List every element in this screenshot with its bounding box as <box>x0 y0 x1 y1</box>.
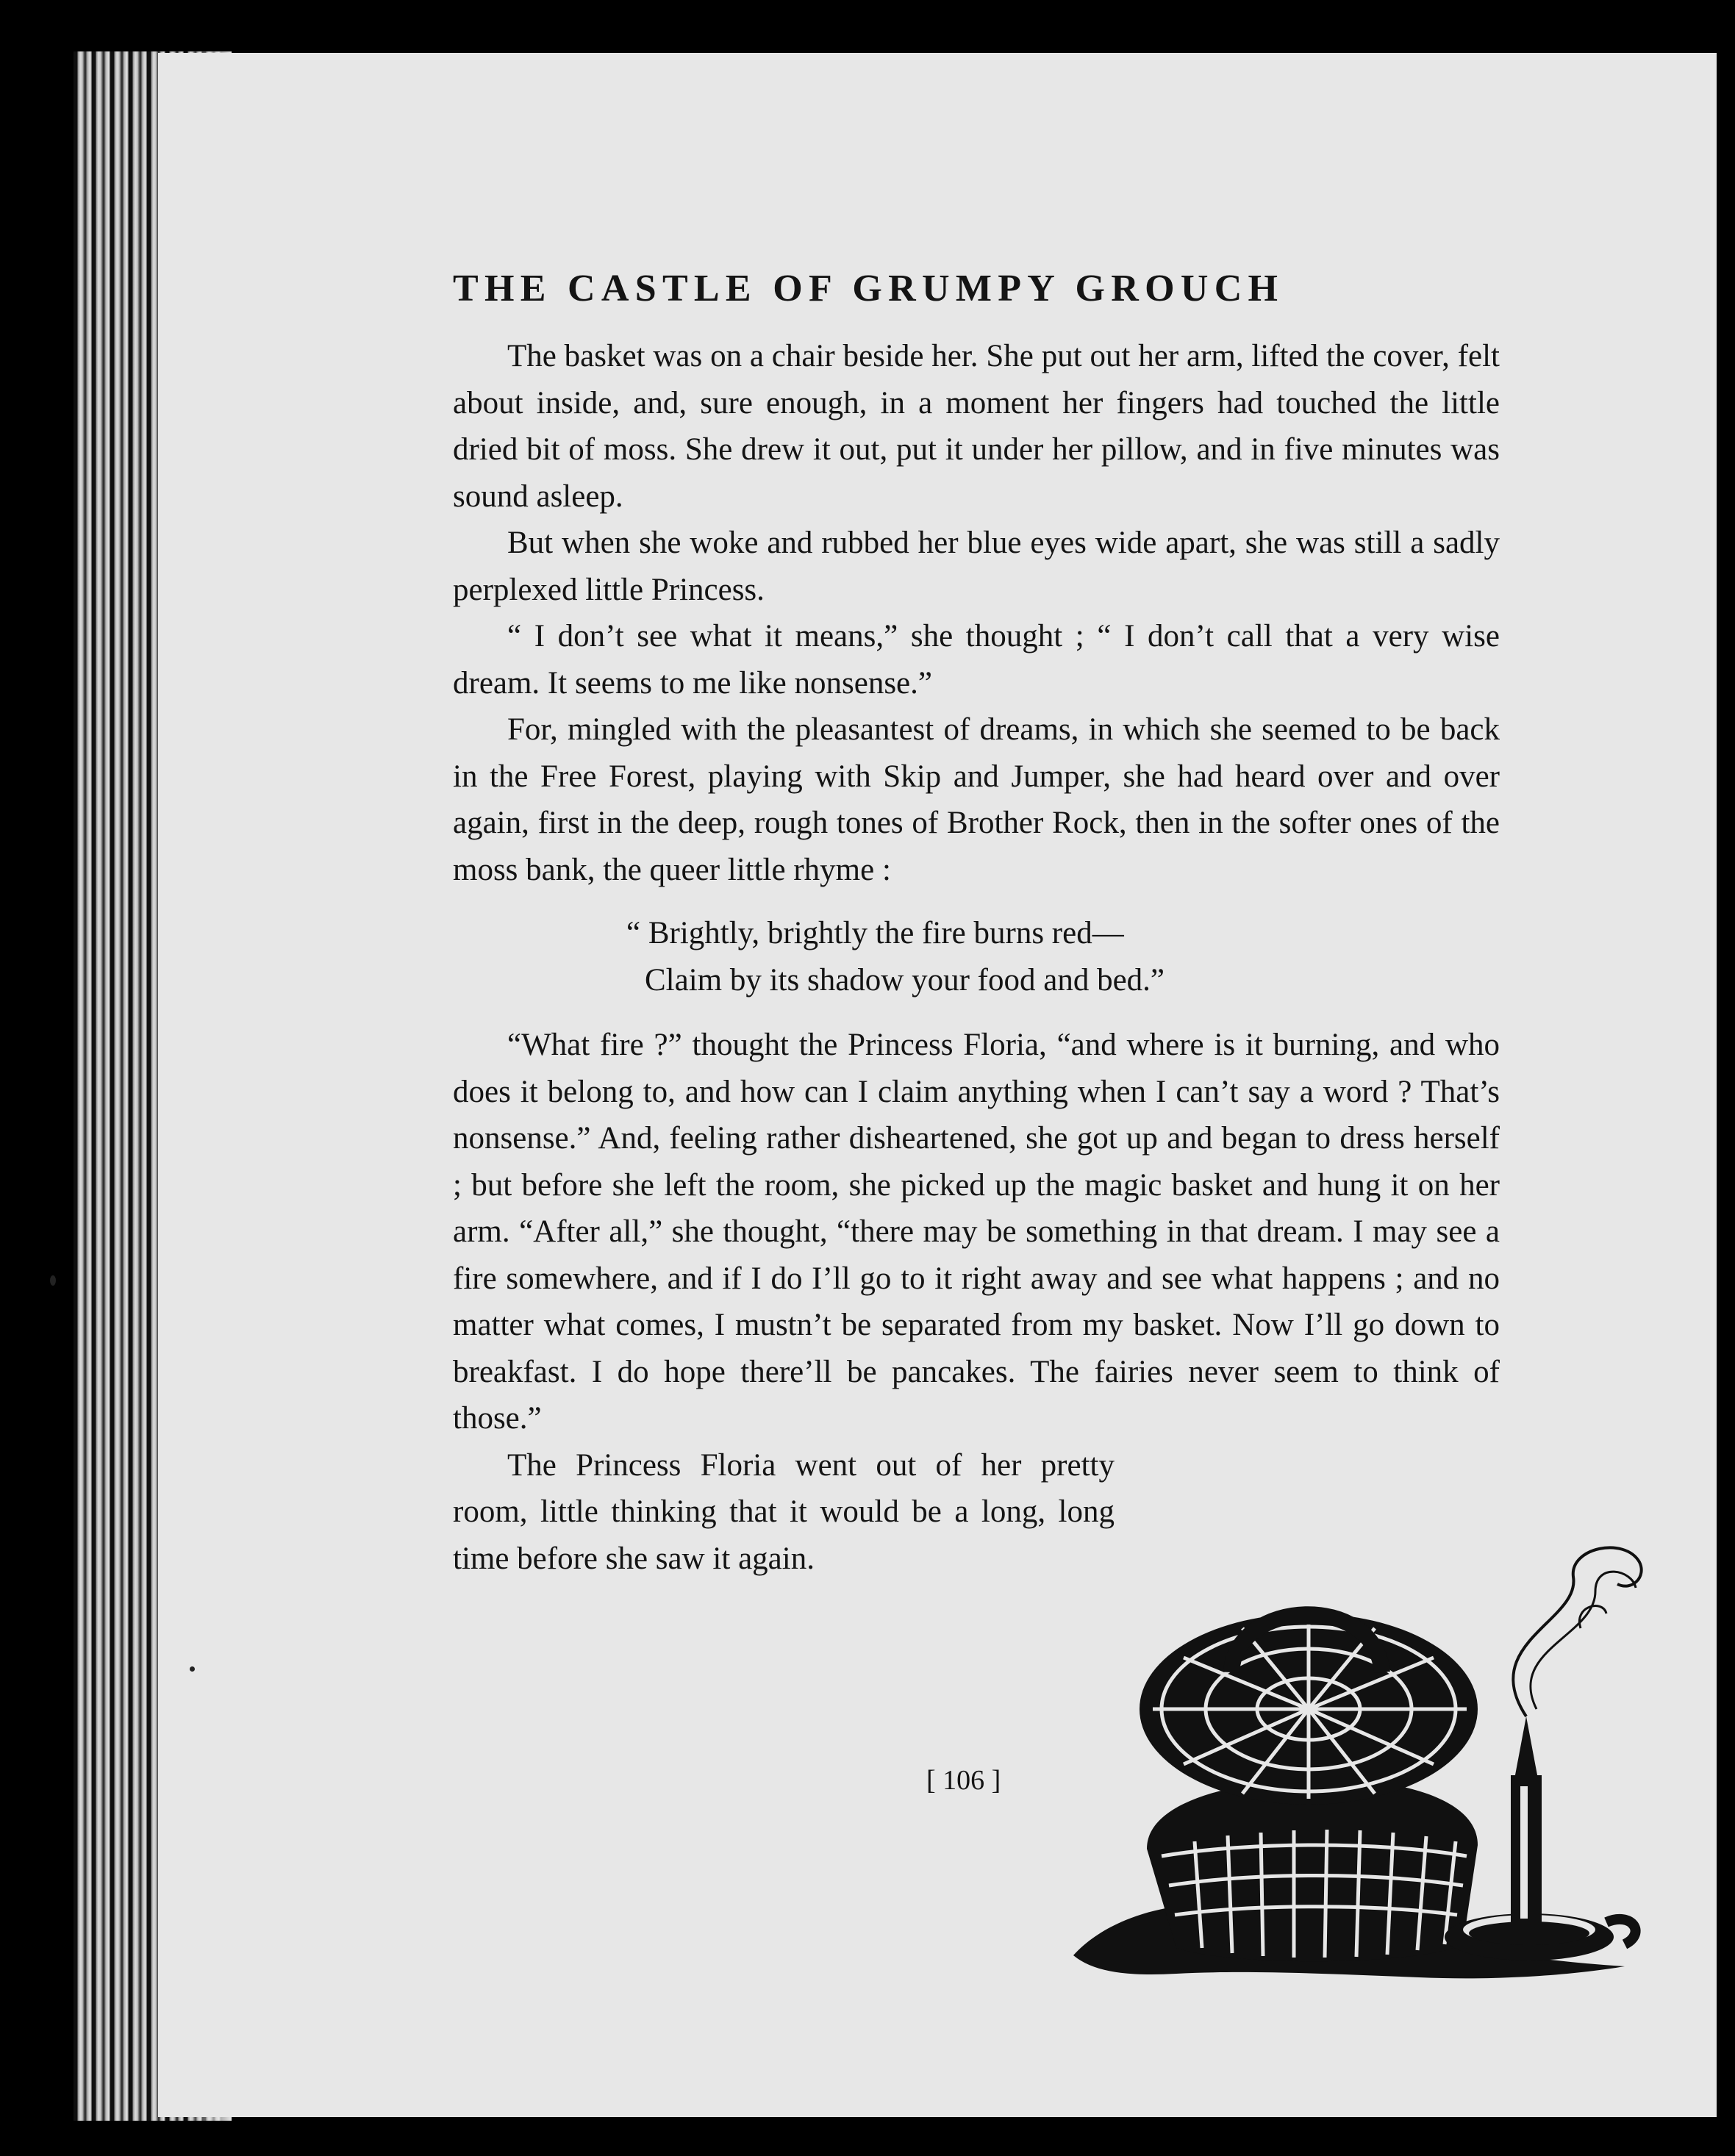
page-edge-shadow <box>187 51 232 2121</box>
verse-line: “ Brightly, brightly the fire burns red— <box>626 916 1124 950</box>
scan-speck <box>190 1666 195 1672</box>
running-title: THE CASTLE OF GRUMPY GROUCH <box>453 268 1284 309</box>
verse-line: Claim by its shadow your food and bed.” <box>645 962 1165 998</box>
rhyme-verse <box>626 910 1500 1003</box>
page-number: [ 106 ] <box>926 1765 1001 1796</box>
paragraph: But when she woke and rubbed her blue eyes wide apart, she was still a sadly perplexed little Princess. <box>453 526 1500 607</box>
paragraph: The basket was on a chair beside her. She put out her arm, lifted the cover, felt about inside, and, sure enough, in a moment her fingers had touched the little dried bit of moss. She drew it out, put it under her pillow, and in five minutes was sound asleep. <box>453 339 1500 514</box>
scan-speck <box>50 1275 56 1286</box>
paragraph: The Princess Floria went out of her pretty room, little thinking that it would be a long, long time before she saw it again. <box>453 1447 1115 1576</box>
page-text-block <box>453 268 1500 1582</box>
paragraph: “What fire ?” thought the Princess Floria, “and where is it burning, and who does it belong to, and how can I claim anything when I can’t say a word ? That’s nonsense.” And, feeling rather disheartened, she got up and began to dress herself ; but before she left the room, she picked up the magic basket and hung it on her arm. “After all,” she thought, “there may be something in that dream. I may see a fire somewhere, and if I do I’ll go to it right away and see what happens ; and no matter what comes, I mustn’t be separated from my basket. Now I’ll go down to breakfast. I do hope there’ll be pancakes. The fairies never seem to think of those.” <box>453 1028 1500 1436</box>
paragraph: For, mingled with the pleasantest of dreams, in which she seemed to be back in the Free Forest, playing with Skip and Jumper, she had heard over and over again, first in the deep, rough tones of Brother Rock, then in the softer ones of the moss bank, the queer little rhyme : <box>453 712 1500 887</box>
paragraph: “ I don’t see what it means,” she thought ; “ I don’t call that a very wise dream. It seems to me like nonsense.” <box>453 619 1500 701</box>
basket-and-candlestick-icon <box>1066 1533 1647 2003</box>
